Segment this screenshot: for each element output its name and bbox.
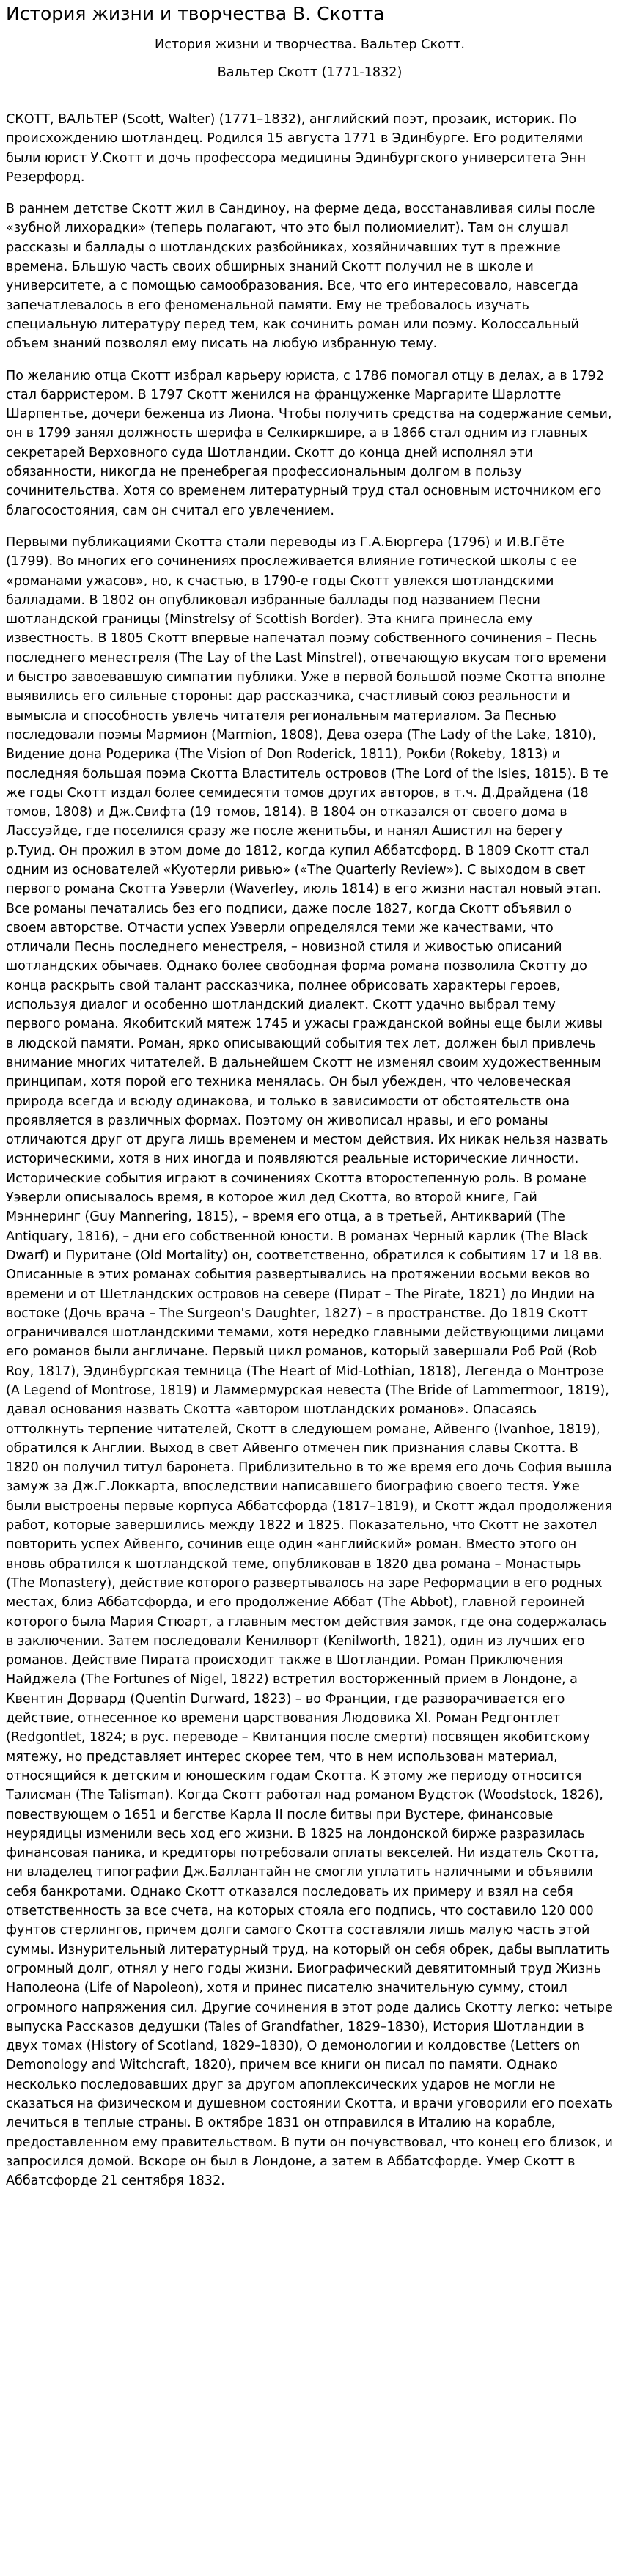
paragraph-intro: СКОТТ, ВАЛЬТЕР (Scott, Walter) (1771–1832), английский поэт, прозаик, историк. По происхождению шотландец. Родился 15 августа 1771 в Эдинбурге. Его родителями были юрист У.Скотт и дочь профессора медицины Эдинбургского университета Энн Резерфорд. [6,112,587,185]
paragraph-career: По желанию отца Скотт избрал карьеру юриста, с 1786 помогал отцу в делах, а в 1792 стал барристером. В 1797 Скотт женился на француженке Маргарите Шарлотте Шарпентье, дочери беженца из Лиона. Чтобы получить средства на содержание семьи, он в 1799 занял должность шерифа в Селкиркшире, а в 1866 стал одним из главных секретарей Верховного суда Шотландии. Скотт до конца дней исполнял эти обязанности, никогда не пренебрегая профессиональным долгом в пользу сочинительства. Хотя со временем литературный труд стал основным источником его благосостояния, сам он считал его увлечением. [6,368,612,518]
paragraph-childhood: В раннем детстве Скотт жил в Сандиноу, на ферме деда, восстанавливая силы после «зубной лихорадки» (теперь полагают, что это был полиомиелит). Там он слушал рассказы и баллады о шотландских разбойниках, хозяйничавших тут в прежние времена. Бльшую часть своих обширных знаний Скотт получил не в школе и университете, а с помощью самообразования. Все, что его интересовало, навсегда запечатлевалось в его феноменальной памяти. Ему не требовалось изучать специальную литературу перед тем, как сочинить роман или поэму. Колоссальный объем знаний позволял ему писать на любую избранную тему. [6,202,595,352]
paragraph-works: Первыми публикациями Скотта стали переводы из Г.А.Бюргера (1796) и И.В.Гёте (1799). Во многих его сочинениях прослеживается влияние готической школы с ее «романами ужасов», но, к счастью, в 1790-е годы Скотт увлекся шотландскими балладами. В 1802 он опубликовал избранные баллады под названием Песни шотландской границы (Minstrelsy of Scottish Border). Эта книга принесла ему известность. В 1805 Скотт впервые напечатал поэму собственного сочинения – Песнь последнего менестреля (The Lay of the Last Minstrel), отвечающую вкусам того времени и быстро завоевавшую симпатии публики. Уже в первой большой поэме Скотта вполне выявились его сильные стороны: дар рассказчика, счастливый союз реальности и вымысла и способность увлечь читателя региональным материалом. За Песнью последовали поэмы Мармион (Marmion, 1808), Дева озера (The Lady of the Lake, 1810), Видение дона Родерика (The Vision of Don Roderick, 1811), Рокби (Rokeby, 1813) и последняя большая поэма Скотта Властитель островов (The Lord of the Isles, 1815). В те же годы Скотт издал более семидесяти томов других авторов, в т.ч. Д.Драйдена (18 томов, 1808) и Дж.Свифта (19 томов, 1814). В 1804 он отказался от своего дома в Лассуэйде, где поселился сразу же после женитьбы, и нанял Ашистил на берегу р.Туид. Он прожил в этом доме до 1812, когда купил Аббатсфорд. В 1809 Скотт стал одним из основателей «Куотерли ривью» («The Quarterly Review»). С выходом в свет первого романа Скотта Уэверли (Waverley, июль 1814) в его жизни настал новый этап. Все романы печатались без его подписи, даже после 1827, когда Скотт объявил о своем авторстве. Отчасти успех Уэверли определялся теми же качествами, что отличали Песнь последнего менестреля, – новизной стиля и живостью описаний шотландских обычаев. Однако более свободная форма романа позволила Скотту до конца раскрыть свой талант рассказчика, полнее обрисовать характеры героев, используя диалог и особенно шотландский диалект. Скотт удачно выбрал тему первого романа. Якобитский мятеж 1745 и ужасы гражданской войны еще были живы в людской памяти. Роман, ярко описывающий события тех лет, должен был привлечь внимание многих читателей. В дальнейшем Скотт не изменял своим художественным принципам, хотя порой его техника менялась. Он был убежден, что человеческая природа всегда и всюду одинакова, и только в зависимости от обстоятельств она проявляется в различных формах. Поэтому он живописал нравы, и его романы отличаются друг от друга лишь временем и местом действия. Их никак нельзя назвать историческими, хотя в них иногда и появляются реальные исторические личности. Исторические события играют в сочинениях Скотта второстепенную роль. В романе Уэверли описывалось время, в которое жил дед Скотта, во второй книге, Гай Мэннеринг (Guy Mannering, 1815), – время его отца, а в третьей, Антикварий (The Antiquary, 1816), – дни его собственной юности. В романах Черный карлик (The Black Dwarf) и Пуритане (Old Mortality) он, соответственно, обратился к событиям 17 и 18 вв. Описанные в этих романах события развертывались на протяжении восьми веков во времени и от Шетландских островов на севере (Пират – The Pirate, 1821) до Индии на востоке (Дочь врача – The Surgeon's Daughter, 1827) – в пространстве. До 1819 Скотт ограничивался шотландскими темами, хотя нередко главными действующими лицами его романов были англичане. Первый цикл романов, который завершали Роб Рой (Rob Roy, 1817), Эдинбургская темница (The Heart of Mid-Lothian, 1818), Легенда о Монтрозе (A Legend of Montrose, 1819) и Ламмермурская невеста (The Bride of Lammermoor, 1819), давал основания назвать Скотта «автором шотландских романов». Опасаясь оттолкнуть терпение читателей, Скотт в следующем романе, Айвенго (Ivanhoe, 1819), обратился к Англии. Выход в свет Айвенго отмечен пик признания славы Скотта. В 1820 он получил титул баронета. Приблизительно в то же время его дочь София вышла замуж за Дж.Г.Локкарта, впоследствии написавшего биографию своего тестя. Уже были выстроены первые корпуса Аббатсфорда (1817–1819), и Скотт ждал продолжения работ, которые завершились между 1822 и 1825. Показательно, что Скотт не захотел повторить успех Айвенго, сочинив еще один «английский» роман. Вместо этого он вновь обратился к шотландской теме, опубликовав в 1820 два романа – Монастырь (The Monastery), действие которого развертывалось на заре Реформации в его родных местах, близ Аббатсфорда, и его продолжение Аббат (The Abbot), главной героиней которого была Мария Стюарт, а главным местом действия замок, где она содержалась в заключении. Затем последовали Кенилворт (Kenilworth, 1821), один из лучших его романов. Действие Пирата происходит также в Шотландии. Роман Приключения Найджела (The Fortunes of Nigel, 1822) встретил восторженный прием в Лондоне, а Квентин Дорвард (Quentin Durward, 1823) – во Франции, где разворачивается его действие, отнесенное ко времени царствования Людовика XI. Роман Редгонтлет (Redgontlet, 1824; в рус. переводе – Квитанция после смерти) посвящен якобитскому мятежу, но представляет интерес скорее тем, что в нем использован материал, относящийся к детским и юношеским годам Скотта. К этому же периоду относится Талисман (The Talisman). Когда Скотт работал над романом Вудсток (Woodstock, 1826), повествующем о 1651 и бегстве Карла II после битвы при Вустере, финансовые неурядицы изменили весь ход его жизни. В 1825 на лондонской бирже разразилась финансовая паника, и кредиторы потребовали оплаты векселей. Ни издатель Скотта, ни владелец типографии Дж.Баллантайн не смогли уплатить наличными и объявили себя банкротами. Однако Скотт отказался последовать их примеру и взял на себя ответственность за все счета, на которых стояла его подпись, что составило 120 000 фунтов стерлингов, причем долги самого Скотта составляли лишь малую часть этой суммы. Изнурительный литературный труд, на который он себя обрек, дабы выплатить огромный долг, отнял у него годы жизни. Биографический девятитомный труд Жизнь Наполеона (Life of Napoleon), хотя и принес писателю значительную сумму, стоил огромного напряжения сил. Другие сочинения в этот роде дались Скотту легко: четыре выпуска Рассказов дедушки (Tales of Grandfather, 1829–1830), История Шотландии в двух томах (History of Scotland, 1829–1830), О демонологии и колдовстве (Letters on Demonology and Witchcraft, 1820), причем все книги он писал по памяти. Однако несколько последовавших друг за другом апоплексических ударов не могли не сказаться на физическом и душевном состоянии Скотта, и врачи уговорили его поехать лечиться в теплые страны. В октябре 1831 он отправился в Италию на корабле, предоставленном ему правительством. В пути он почувствовал, что конец его близок, и запросился домой. Вскоре он был в Лондоне, а затем в Аббатсфорде. Умер Скотт в Аббатсфорде 21 сентября 1832. [6,534,614,2189]
page-title: История жизни и творчества В. Скотта [6,3,385,24]
article-subtitle: История жизни и творчества. Вальтер Скотт. [155,37,465,52]
article-body [6,110,614,2190]
article-byline: Вальтер Скотт (1771-1832) [217,65,403,80]
